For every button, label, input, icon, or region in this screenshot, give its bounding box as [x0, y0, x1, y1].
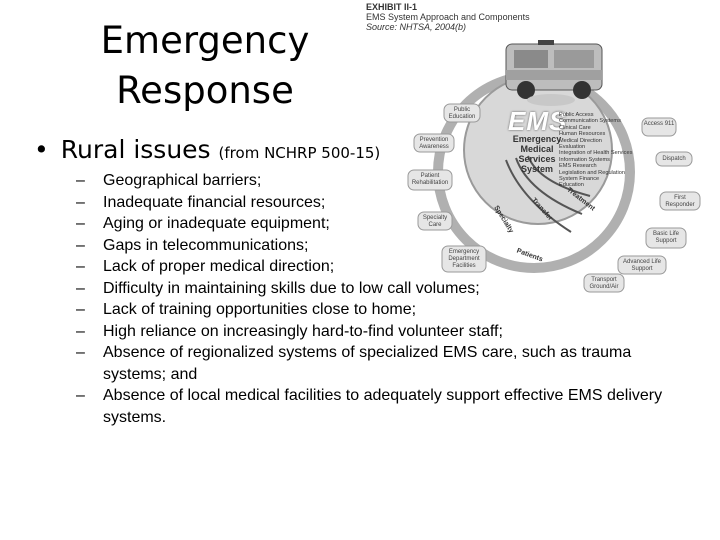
- exhibit-source: Source: NHTSA, 2004(b): [366, 22, 467, 32]
- list-item: [76, 321, 696, 343]
- ems-logo-sub-3: Services: [518, 154, 556, 164]
- bullet-symbol: •: [34, 135, 49, 164]
- list-item-text: Absence of regionalized systems of specialized EMS care, such as trauma systems; and: [103, 344, 632, 383]
- list-item-text: Difficulty in maintaining skills due to low call volumes;: [103, 279, 480, 297]
- node-transport: Transport Ground/Air: [589, 277, 619, 290]
- node-specialty-care: Specialty Care: [422, 215, 448, 228]
- node-public-education: Public Education: [448, 107, 476, 120]
- flow-word-specialty: Specialty: [492, 204, 515, 235]
- dash-marker: –: [76, 258, 85, 275]
- rural-issues-bullet: [34, 132, 380, 171]
- list-item: [76, 256, 696, 278]
- list-item: [76, 278, 696, 300]
- node-emergency-dept: Emergency Department Facilities: [448, 249, 480, 269]
- component-item: System Finance: [559, 176, 600, 183]
- component-item: Information Systems: [559, 156, 610, 163]
- list-item: [76, 299, 696, 321]
- exhibit-title: EMS System Approach and Components: [366, 12, 530, 22]
- exhibit-label: EXHIBIT II-1: [366, 2, 418, 12]
- node-dispatch: Dispatch: [662, 156, 686, 162]
- component-item: Integration of Health Services: [559, 150, 633, 157]
- component-item: Education: [559, 182, 584, 189]
- list-item: [76, 213, 696, 235]
- title-line-2: Response: [116, 69, 294, 112]
- component-item: Medical Direction: [559, 137, 602, 144]
- component-item: Evaluation: [559, 144, 586, 151]
- list-item-text: Geographical barriers;: [103, 172, 262, 189]
- ems-logo: [508, 108, 566, 174]
- title-line-1: Emergency: [100, 19, 310, 62]
- ems-logo-sub-2: Medical: [520, 144, 554, 154]
- dash-marker: –: [76, 193, 85, 211]
- flow-word-patients: Patients: [515, 247, 544, 264]
- component-item: Legislation and Regulation: [559, 169, 625, 176]
- list-item-text: Aging or inadequate equipment;: [103, 215, 330, 232]
- node-access-911: Access 911: [643, 121, 675, 127]
- list-item: [76, 192, 696, 214]
- ems-logo-text: EMS: [508, 106, 568, 136]
- exhibit-caption: [366, 2, 530, 32]
- node-prevention: Prevention Awareness: [419, 137, 449, 150]
- bullet-heading: Rural issues: [60, 135, 211, 164]
- dash-marker: –: [76, 322, 85, 340]
- list-item-text: High reliance on increasingly hard-to-find volunteer staff;: [103, 322, 503, 340]
- component-item: Public Access: [559, 112, 594, 118]
- list-item-text: Inadequate financial resources;: [103, 193, 326, 211]
- list-item: [76, 342, 696, 385]
- flow-word-transfer: Transfer: [529, 196, 554, 223]
- list-item-text: Lack of training opportunities close to home;: [103, 301, 417, 318]
- ems-logo-sub-4: System: [520, 164, 554, 174]
- ambulance-image: [506, 40, 602, 106]
- dash-marker: –: [76, 344, 85, 361]
- node-first-responder: First Responder: [665, 195, 695, 208]
- dash-marker: –: [76, 215, 85, 232]
- ems-logo-sub-1: Emergency: [512, 134, 562, 144]
- list-item: [76, 235, 696, 257]
- dash-marker: –: [76, 301, 85, 318]
- flow-word-treatment: Treatment: [565, 186, 597, 213]
- dash-marker: –: [76, 172, 85, 189]
- bullet-source: (from NCHRP 500-15): [218, 144, 381, 162]
- component-item: Human Resources: [559, 131, 606, 138]
- node-patient-rehab: Patient Rehabilitation: [411, 173, 449, 186]
- component-item: Communication Systems: [559, 118, 621, 125]
- slide-title: [60, 16, 350, 116]
- dash-marker: –: [76, 279, 85, 297]
- dash-marker: –: [76, 387, 85, 404]
- list-item: [76, 385, 696, 428]
- list-item-text: Lack of proper medical direction;: [103, 258, 335, 275]
- component-item: EMS Research: [559, 163, 597, 170]
- rural-issues-list: [76, 170, 696, 428]
- component-item: Clinical Care: [559, 124, 591, 131]
- node-advanced-life: Advanced Life Support: [622, 259, 662, 272]
- node-basic-life: Basic Life Support: [652, 231, 679, 244]
- list-item-text: Absence of local medical facilities to adequately support effective EMS delivery systems.: [103, 387, 663, 426]
- list-item-text: Gaps in telecommunications;: [103, 236, 309, 254]
- dash-marker: –: [76, 236, 85, 254]
- list-item: [76, 170, 696, 192]
